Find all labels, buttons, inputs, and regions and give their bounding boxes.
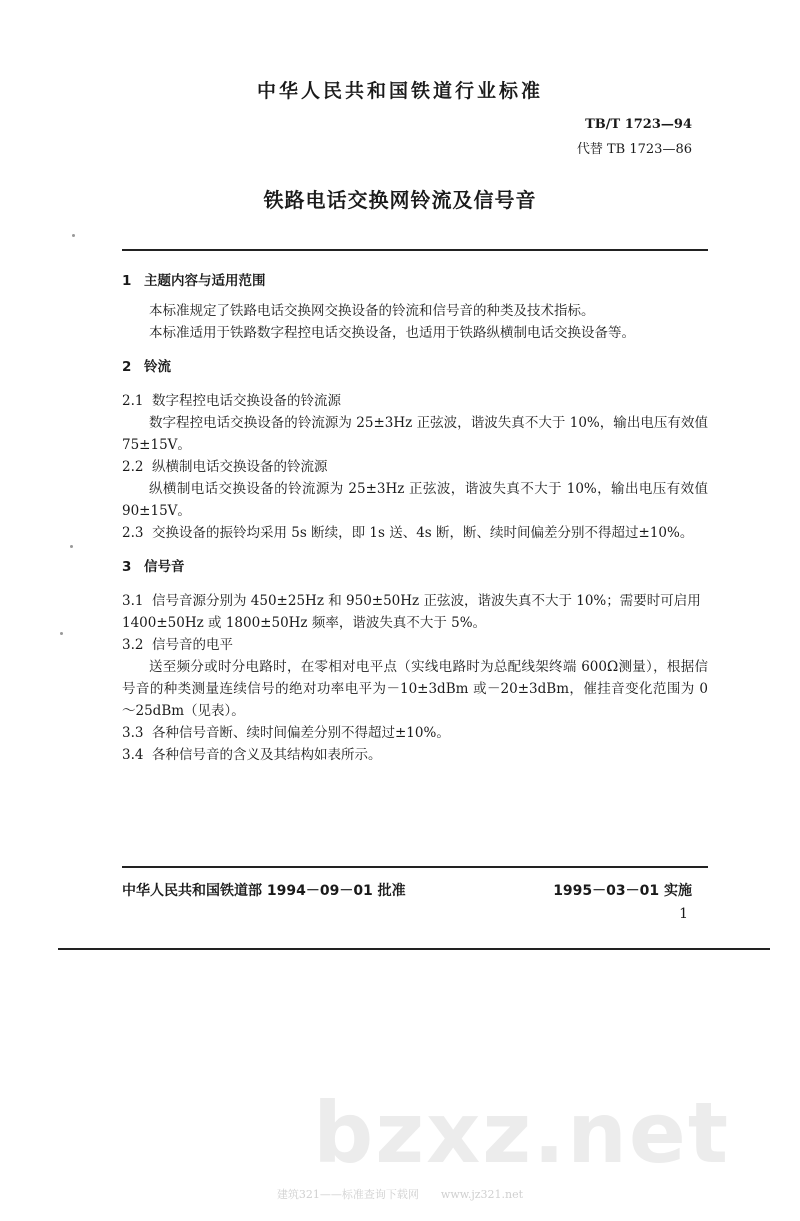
paragraph: 本标准规定了铁路电话交换网交换设备的铃流和信号音的种类及技术指标。 <box>149 303 595 319</box>
paragraph: 送至频分或时分电路时，在零相对电平点（实线电路时为总配线架终端 600Ω测量），根据信号音的种类测量连续信号的绝对功率电平为－10±3dBm 或－20±3dBm，催挂音变化范围为 0～25dBm（见表）。 <box>122 659 708 719</box>
scan-speck <box>72 234 75 237</box>
watermark-site: 建筑321——标准查询下载网 www.jz321.net <box>276 1188 524 1201</box>
replaces-standard: 代替 TB 1723—86 <box>576 142 692 157</box>
clause-heading: 3.2 信号音的电平 <box>122 637 233 653</box>
top-divider <box>122 249 708 251</box>
clause-heading: 2.3 交换设备的振铃均采用 5s 断续，即 1s 送、4s 断，断、续时间偏差分别不得超过±10%。 <box>122 525 694 541</box>
approval-line: 中华人民共和国铁道部 1994－09－01 批准 <box>122 883 406 899</box>
page-bottom-rule <box>58 948 770 950</box>
footer-divider <box>122 866 708 868</box>
effective-date: 1995－03－01 实施 <box>553 883 692 899</box>
scan-speck <box>70 545 73 548</box>
clause-heading: 2.2 纵横制电话交换设备的铃流源 <box>122 459 328 475</box>
watermark-logo: bzxz.net <box>313 1084 730 1182</box>
section-heading: 2 铃流 <box>122 359 171 375</box>
page-number: 1 <box>679 906 688 922</box>
clause-heading: 3.4 各种信号音的含义及其结构如表所示。 <box>122 747 382 763</box>
document-body <box>122 270 708 766</box>
clause-heading: 2.1 数字程控电话交换设备的铃流源 <box>122 393 341 409</box>
clause-heading: 3.3 各种信号音断、续时间偏差分别不得超过±10%。 <box>122 725 450 741</box>
paragraph: 本标准适用于铁路数字程控电话交换设备，也适用于铁路纵横制电话交换设备等。 <box>149 325 635 341</box>
section-heading: 1 主题内容与适用范围 <box>122 273 266 289</box>
standard-code: TB/T 1723—94 <box>585 117 692 132</box>
paragraph: 数字程控电话交换设备的铃流源为 25±3Hz 正弦波，谐波失真不大于 10%，输出电压有效值 75±15V。 <box>122 415 708 453</box>
paragraph: 纵横制电话交换设备的铃流源为 25±3Hz 正弦波，谐波失真不大于 10%，输出电压有效值 90±15V。 <box>122 481 708 519</box>
section-heading: 3 信号音 <box>122 559 185 575</box>
scan-speck <box>60 632 63 635</box>
document-title: 铁路电话交换网铃流及信号音 <box>263 188 537 212</box>
clause-heading: 3.1 信号音源分别为 450±25Hz 和 950±50Hz 正弦波，谐波失真不大于 10%；需要时可启用 1400±50Hz 或 1800±50Hz 频率，谐波失真不大于 5%。 <box>122 593 701 631</box>
org-title: 中华人民共和国铁道行业标准 <box>256 80 543 102</box>
